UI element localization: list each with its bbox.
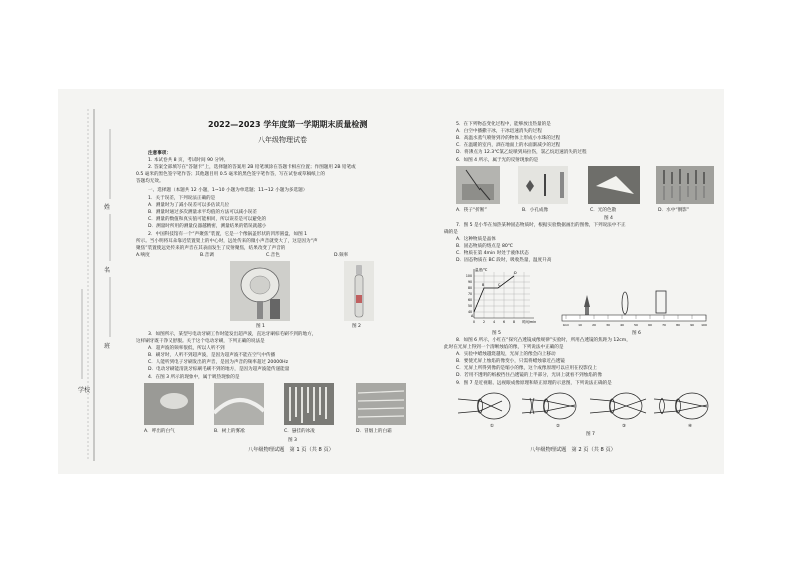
exam-title: 2022—2023 学年度第一学期期末质量检测 [208,120,368,129]
ytick: 50 [467,304,472,308]
q2-line: 聚焦”装置使远处传来的声音在其表面发生了反射聚焦，结果改变了声音的 [136,246,286,251]
xtick: 0 [472,320,476,324]
binding-lines [58,89,148,474]
fig7-eye-diagrams [456,389,718,433]
q6-stem: 6．如图 4 所示，属于光的反射现象的是 [456,158,539,163]
q5-stem: 5．在下列物态变化过程中，能够放出热量的是 [456,122,551,127]
note-line: 2. 答案全部填写在“答题卡”上，选择题的答案用 2B 铅笔填涂在答题卡相应位置；作图题用 2B 铅笔或 [148,165,356,170]
q4-option-c: C．悬挂的冰凌 [284,429,315,434]
q8-option: C．光屏上所得到像的是缩小的像，这个成像原理可以应用在投影仪上 [456,366,598,371]
side-label-1: 姓 [104,204,111,211]
fig5-caption: 图 5 [492,331,501,336]
graph-ylabel: 温度/℃ [475,268,488,272]
eye-diagram-label: ② [556,423,560,428]
xtick: 8 [512,320,516,324]
exam-sheet [58,89,724,474]
q8-option: D．若用不透明的纸板挡住凸透镜的上半部分，光屏上就看不到烛焰的像 [456,373,602,378]
ruler-tick: 30 [606,323,610,327]
ruler-tick: 20 [592,323,596,327]
q8-line: 8．如图 6 所示，小红在“探究凸透镜成像规律”实验时，所用凸透镜的焦距为 12cm， [456,338,631,343]
ruler-tick: 100 [701,323,707,327]
fig3-images [144,383,434,433]
exam-page-2 [444,89,718,474]
side-label-3: 班 [104,343,111,350]
q2-option-b: B.音调 [200,253,214,258]
q4-option-a: A．呼出的白气 [144,429,175,434]
sound-focus-dish-image [230,261,290,321]
q3-option: D．电动牙刷能清洗牙棕刷毛刷不到的地方，是因为超声波能传递能量 [148,367,290,372]
q3-option: A．超声波的频率很低，所以人听不到 [148,346,225,351]
ruler-tick: 70 [662,323,666,327]
ytick: 100 [465,274,472,278]
q5-option: B．高温水蒸气喷射到冷的物体上形成小水珠的过程 [456,136,561,141]
point-label: D [514,271,517,275]
q4-stem: 4．在图 3 所示的现象中，属于吸热现象的是 [148,375,240,380]
q7-line: 7．图 5 是小华在加热某种固态物质时，根据实验数据画出的图像，下列说法中不正 [456,223,626,228]
q8-line: 此时在光屏上得到一个清晰烛焰的像，下列说法中正确的是 [444,345,564,350]
eye-diagram-label: ③ [622,423,626,428]
q2-option-a: A.响度 [136,253,150,258]
fig6-caption: 图 6 [632,331,641,336]
ruler-tick: 0cm [562,323,570,327]
point-label: C [498,283,501,287]
point-label: A [471,314,474,318]
note-line: 答题均无效。 [136,179,164,184]
section-heading: 一、选择题（本题共 12 小题，1~10 小题为单选题；11~12 小题为多选题） [148,188,308,193]
fig6-optical-bench [560,285,710,327]
fig4-caption: 图 4 [604,216,613,221]
ruler-tick: 80 [676,323,680,327]
fig4-images [456,166,718,208]
q7-option: C．物质在第 4min 时处于液体状态 [456,251,529,256]
side-label-school: 学校 [78,387,91,394]
q7-option: B．固态物质的熔点是 80℃ [456,244,513,249]
q5-option: D．将沸点为 12.3℃氯乙烷喷到局拉伤，氯乙烷迅速消失的过程 [456,150,587,155]
ytick: 60 [467,298,472,302]
ytick: 70 [467,292,472,296]
fig7-caption: 图 7 [586,432,595,437]
page1-footer: 八年级物理试题 第 1 页（共 8 页） [248,447,334,453]
q6-option-a: A．筷子“折断” [456,208,487,213]
point-label: B [482,283,485,287]
ruler-tick: 90 [690,323,694,327]
q2-option-d: D.频率 [334,253,349,258]
eye-diagram-label: ① [490,423,494,428]
xtick: 6 [502,320,506,324]
ytick: 80 [467,286,472,290]
xtick: 2 [482,320,486,324]
q2-line: 所示。当小明将耳朵靠近装置架上的中心时，远处传来的微小声音就变大了，这是因为“声 [136,239,318,244]
q2-option-c: C.音色 [266,253,280,258]
q7-option: D．固态物质在 BC 段时，吸收热量，温度升高 [456,258,552,263]
fig1-caption: 图 1 [256,324,265,329]
eye-diagram-label: ④ [688,423,692,428]
q5-option: A．白空中播撒干冰，干冰迅速消失的过程 [456,129,542,134]
q3-option: B．刷牙时，人听不到超声波，是因为超声波不能在空气中传播 [148,353,276,358]
graph-xlabel: 时间/min [522,320,537,324]
q8-option: A．实验中蜡烛越烧越短，光屏上的像会向上移动 [456,352,556,357]
q6-option-c: C．光的色散 [590,208,617,213]
q4-option-b: B．树上的雾凇 [214,429,245,434]
q4-option-d: D．冒烟上的白霜 [356,429,392,434]
q1-option: C．测量的数值和真实值可能相同，所以误差是可以避免的 [148,217,267,222]
q7-line: 确的是 [444,230,458,235]
ruler-tick: 40 [620,323,624,327]
q3-line: 3．如图所示，某型号电动牙刷工作时能发出超声波，直达牙刷棕毛刷不到的地方， [148,332,317,337]
side-label-2: 名 [104,267,111,274]
note-line: 0.5 毫米的黑色签字笔作答；其他题目用 0.5 毫米的黑色签字笔作答，写在试卷或草稿纸上的 [136,172,325,177]
ruler-tick: 60 [648,323,652,327]
q2-line: 2．中国科技馆有一个“声聚焦”装置，它是一个像锅盖形状的凹形圆盘，如图 1 [148,232,308,237]
q1-stem: 1．关于误差，下列说法正确的是 [148,196,216,201]
exam-page-1 [136,89,438,474]
q6-option-d: D．水中“倒影” [658,208,690,213]
ruler-tick: 10 [578,323,582,327]
q9-stem: 9．图 7 是近视眼、远视眼成像原理和矫正原理的示意图，下列说法正确的是 [456,381,612,386]
electric-toothbrush-image [344,261,374,321]
q1-option: D．测量时所用的测量仪器越精密，测量结果的错误就越小 [148,224,267,229]
xtick: 4 [492,320,496,324]
ytick: 40 [467,310,472,314]
notes-title: 注意事项： [148,151,171,156]
page2-footer: 八年级物理试题 第 2 页（共 8 页） [530,447,616,453]
q6-option-b: B．小孔成像 [522,208,549,213]
fig5-graph [456,266,540,328]
exam-subtitle: 八年级物理试卷 [258,136,307,144]
q1-option: B．测量时通过多次测量求平均值的方法可以减小误差 [148,210,257,215]
q3-line: 这样刷牙既干净又舒服。关于这个电动牙刷，下列正确的说法是 [136,339,265,344]
q5-option: C．在温暖的室内，酒在地面上的水面渐减少的过程 [456,143,561,148]
fig3-caption: 图 3 [288,438,297,443]
q3-option: C．人能听到电子牙刷发出的声音，是因为声音的频率超过 20000Hz [148,360,288,365]
note-line: 1. 本试卷共 8 页，考试时间 90 分钟。 [148,158,229,163]
ruler-tick: 50 [634,323,638,327]
q7-option: A．这种物质是晶体 [456,237,496,242]
q1-option: A．测量时为了减小误差可以多估读几位 [148,203,230,208]
fig2-caption: 图 2 [352,324,361,329]
q8-option: B．要使光屏上烛焰的像变小，只需将蜡烛靠近凸透镜 [456,359,565,364]
ytick: 90 [467,280,472,284]
